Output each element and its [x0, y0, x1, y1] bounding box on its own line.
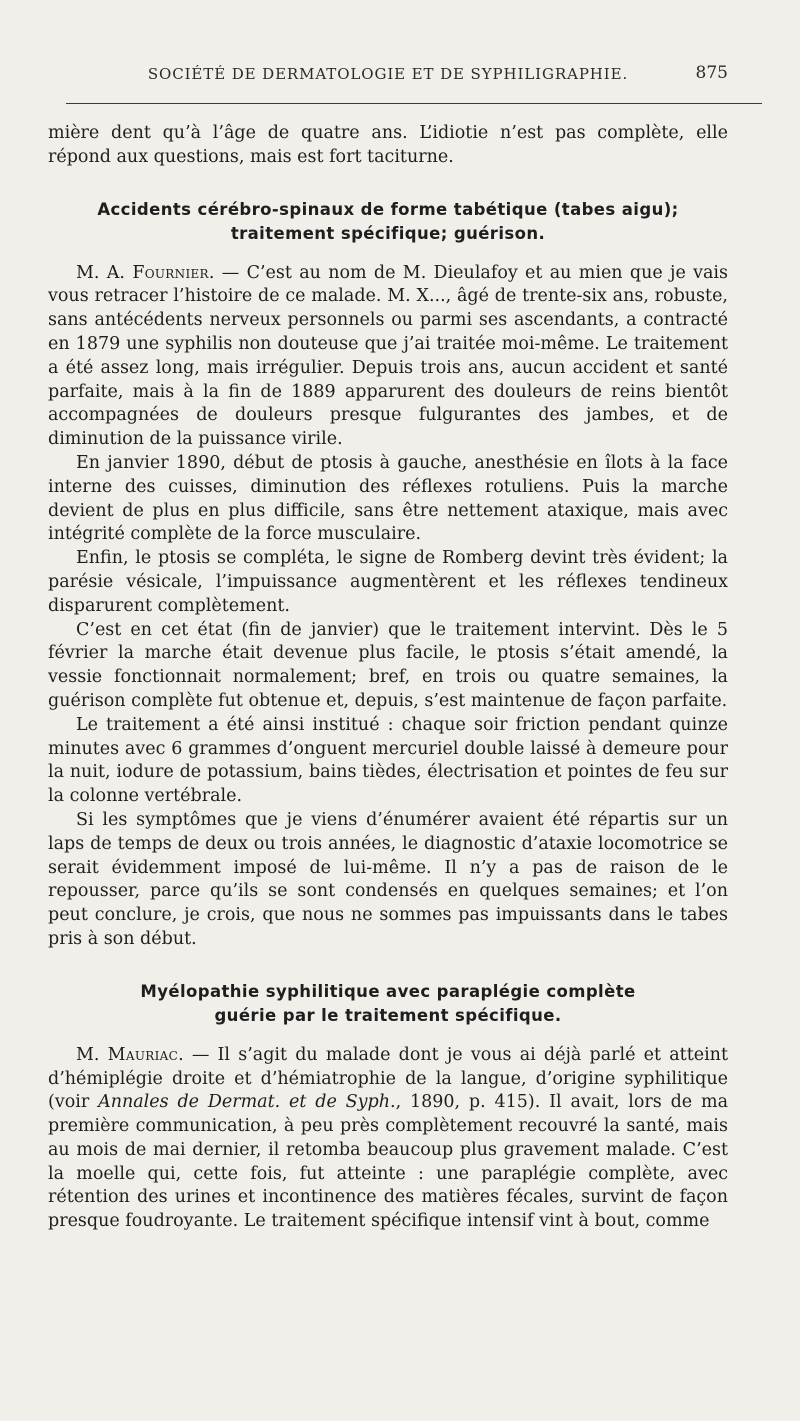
- page-header: [48, 63, 728, 87]
- paragraph: [48, 262, 728, 452]
- continuation-paragraph: mière dent qu’à l’âge de quatre ans. L’idiotie n’est pas complète, elle répond aux questions, mais est fort taciturne.: [48, 123, 728, 167]
- paragraph: Si les symptômes que je viens d’énumérer avaient été répartis sur un laps de temps de deux ou trois années, le diagnostic d’ataxie locomotrice se serait évidemment imposé de lui-même. Il n’y a pas de raison de le repousser, parce qu’ils se sont condensés en quelques semaines; et l’on peut conclure, je crois, que nous ne sommes pas impuissants dans le tabes pris à son début.: [48, 809, 728, 949]
- speaker-prefix: M. A.: [76, 262, 125, 283]
- section-title-line: Accidents cérébro-spinaux de forme tabétique (tabes aigu);: [97, 199, 679, 219]
- paragraph: Enfin, le ptosis se compléta, le signe de Romberg devint très évident; la parésie vésicale, l’impuissance augmentèrent et les réflexes tendineux disparurent complètement.: [48, 548, 728, 616]
- paragraph-text: , 1890, p. 415). Il avait, lors de ma première communication, à peu près complètement recouvré la santé, mais au mois de mai dernier, il retomba beaucoup plus gravement malade. C’est la moelle qui, cette fois, fut atteinte : une paraplégie complète, avec rétention des urines et incontinence des matières fécales, survint de façon presque foudroyante. Le traitement spécifique intensif vint à bout, comme: [48, 1092, 728, 1232]
- paragraph-text: . — C’est au nom de M. Dieulafoy et au mien que je vais vous retracer l’histoire de ce malade. M. X..., âgé de trente-six ans, robuste, sans antécédents nerveux personnels ou parmi ses ascendants, a contracté en 1879 une syphilis non douteuse que j’ai traitée moi-même. Le traitement a été assez long, mais irrégulier. Depuis trois ans, aucun accident et santé parfaite, mais à la fin de 1889 apparurent des douleurs de reins bientôt accompagnées de douleurs presque fulgurantes des jambes, et de diminution de la puissance virile.: [48, 262, 728, 450]
- header-rule: [66, 103, 762, 104]
- speaker-name: Fournier: [132, 262, 209, 283]
- page: [48, 0, 728, 1421]
- paragraph-text: . — Il s’agit du malade dont je vous ai déjà parlé et atteint d’hémiplégie droite et d’hémiatrophie de la langue, d’origine syphilitique (voir: [48, 1044, 728, 1113]
- section-title-line: Myélopathie syphilitique avec paraplégie complète: [140, 981, 636, 1001]
- paragraph: [48, 1044, 728, 1234]
- speaker-prefix: M.: [76, 1044, 100, 1065]
- running-title: SOCIÉTÉ DE DERMATOLOGIE ET DE SYPHILIGRAPHIE.: [147, 65, 629, 83]
- section-title: [48, 980, 728, 1028]
- journal-citation: Annales de Dermat. et de Syph.: [98, 1092, 396, 1113]
- paragraph: C’est en cet état (fin de janvier) que le traitement intervint. Dès le 5 février la marche était devenue plus facile, le ptosis s’était amendé, la vessie fonctionnait normalement; bref, en trois ou quatre semaines, la guérison complète fut obtenue et, depuis, s’est maintenue de façon parfaite.: [48, 619, 728, 711]
- body-text: [48, 122, 728, 1234]
- section-title-line: traitement spécifique; guérison.: [230, 223, 546, 243]
- page-number: 875: [695, 63, 728, 83]
- paragraph: En janvier 1890, début de ptosis à gauche, anesthésie en îlots à la face interne des cuisses, diminution des réflexes rotuliens. Puis la marche devient de plus en plus difficile, sans être nettement ataxique, mais avec intégrité complète de la force musculaire.: [48, 452, 728, 545]
- speaker-name: Mauriac: [107, 1044, 179, 1065]
- paragraph: Le traitement a été ainsi institué : chaque soir friction pendant quinze minutes avec 6 grammes d’onguent mercuriel double laissé à demeure pour la nuit, iodure de potassium, bains tièdes, électrisation et pointes de feu sur la colonne vertébrale.: [48, 714, 728, 807]
- section-title-line: guérie par le traitement spécifique.: [214, 1005, 562, 1025]
- section-title: [48, 198, 728, 246]
